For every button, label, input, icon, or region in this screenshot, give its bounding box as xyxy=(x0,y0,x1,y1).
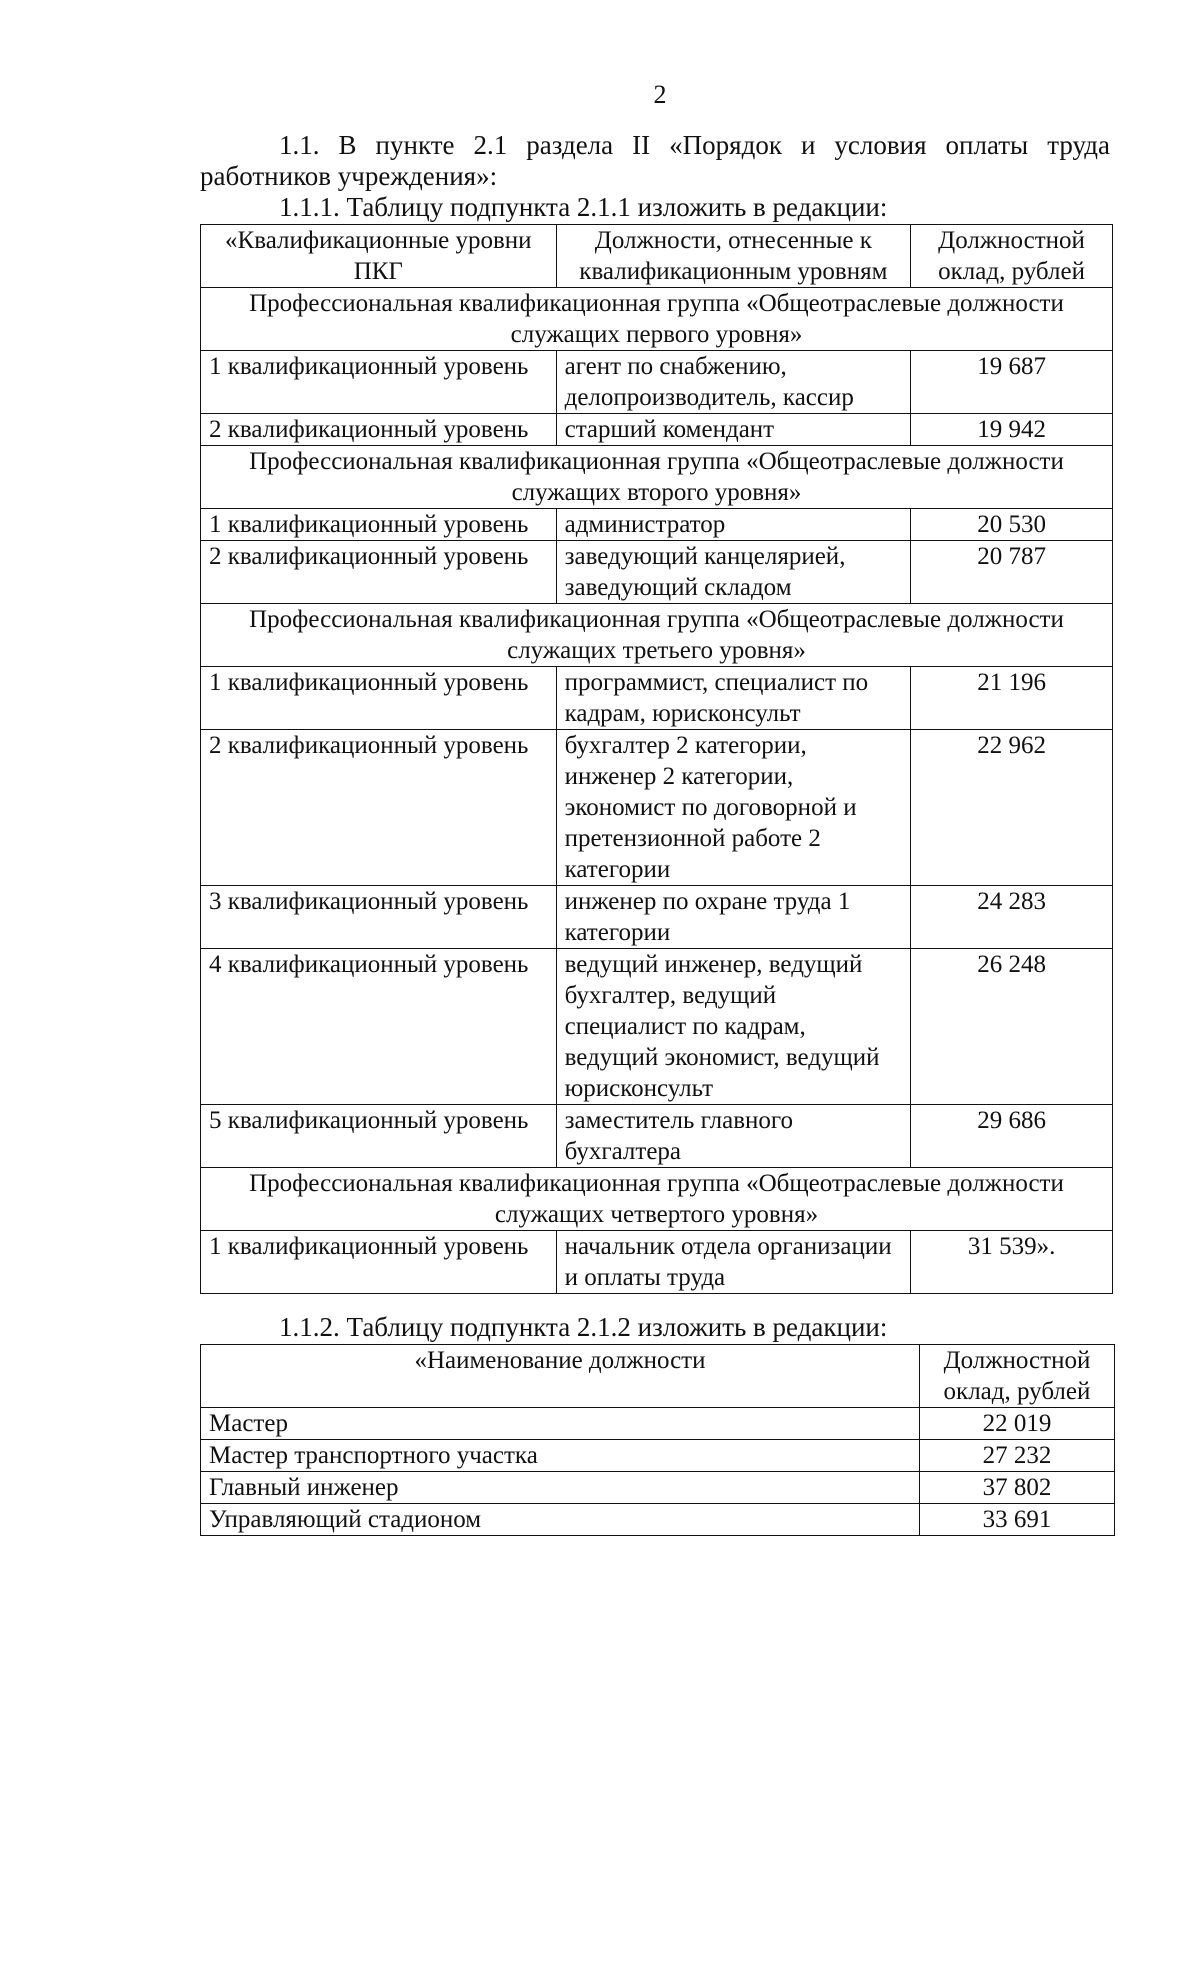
position-name-cell: Мастер транспортного участка xyxy=(201,1440,920,1472)
table-row xyxy=(201,1408,1115,1440)
paragraph-1-1-1: 1.1.1. Таблицу подпункта 2.1.1 изложить в редакции: xyxy=(279,192,888,222)
group-title: Профессиональная квалификационная группа «Общеотраслевые должности служащих второго уровня» xyxy=(201,446,1113,509)
position-name-cell: Управляющий стадионом xyxy=(201,1504,920,1536)
group-row xyxy=(201,288,1113,351)
positions-cell: бухгалтер 2 категории, инженер 2 категории, экономист по договорной и претензионной работе 2 категории xyxy=(556,730,911,886)
positions-cell: заместитель главного бухгалтера xyxy=(556,1105,911,1168)
salary-cell: 29 686 xyxy=(911,1105,1113,1168)
positions-cell: начальник отдела организации и оплаты труда xyxy=(556,1231,911,1294)
salary-cell: 37 802 xyxy=(919,1472,1114,1504)
salary-cell: 24 283 xyxy=(911,886,1113,949)
group-title: Профессиональная квалификационная группа «Общеотраслевые должности служащих третьего уровня» xyxy=(201,604,1113,667)
table-row xyxy=(201,730,1113,886)
paragraph-1-1-2: 1.1.2. Таблицу подпункта 2.1.2 изложить в редакции: xyxy=(279,1312,888,1342)
level-cell: 1 квалификационный уровень xyxy=(201,351,557,414)
header-position-name: «Наименование должности xyxy=(201,1345,920,1408)
salary-cell: 21 196 xyxy=(911,667,1113,730)
salary-cell: 19 942 xyxy=(911,414,1113,446)
table-row xyxy=(201,1472,1115,1504)
group-row xyxy=(201,1168,1113,1231)
level-cell: 3 квалификационный уровень xyxy=(201,886,557,949)
salary-cell: 19 687 xyxy=(911,351,1113,414)
positions-cell: инженер по охране труда 1 категории xyxy=(556,886,911,949)
table-header-row xyxy=(201,1345,1115,1408)
table-row xyxy=(201,351,1113,414)
table-row xyxy=(201,1231,1113,1294)
positions-salary-table xyxy=(200,1344,1115,1536)
positions-cell: администратор xyxy=(556,509,911,541)
page-number: 2 xyxy=(653,80,667,109)
level-cell: 4 квалификационный уровень xyxy=(201,949,557,1105)
salary-cell: 20 787 xyxy=(911,541,1113,604)
level-cell: 2 квалификационный уровень xyxy=(201,730,557,886)
header-levels: «Квалификационные уровни ПКГ xyxy=(201,225,557,288)
table-row xyxy=(201,886,1113,949)
header-salary: Должностной оклад, рублей xyxy=(919,1345,1114,1408)
table-row xyxy=(201,1504,1115,1536)
positions-cell: старший комендант xyxy=(556,414,911,446)
level-cell: 1 квалификационный уровень xyxy=(201,667,557,730)
table-header-row xyxy=(201,225,1113,288)
positions-cell: программист, специалист по кадрам, юрисконсульт xyxy=(556,667,911,730)
header-positions: Должности, отнесенные к квалификационным уровням xyxy=(556,225,911,288)
group-row xyxy=(201,446,1113,509)
table-row xyxy=(201,1105,1113,1168)
salary-cell: 27 232 xyxy=(919,1440,1114,1472)
header-salary: Должностной оклад, рублей xyxy=(911,225,1113,288)
level-cell: 2 квалификационный уровень xyxy=(201,541,557,604)
salary-cell: 22 019 xyxy=(919,1408,1114,1440)
table-row xyxy=(201,1440,1115,1472)
paragraph-1-1: 1.1. В пункте 2.1 раздела II «Порядок и условия оплаты труда работников учреждения»: xyxy=(200,130,1110,191)
positions-cell: заведующий канцелярией, заведующий складом xyxy=(556,541,911,604)
salary-cell: 20 530 xyxy=(911,509,1113,541)
position-name-cell: Главный инженер xyxy=(201,1472,920,1504)
positions-cell: агент по снабжению, делопроизводитель, кассир xyxy=(556,351,911,414)
group-row xyxy=(201,604,1113,667)
table-row xyxy=(201,509,1113,541)
level-cell: 1 квалификационный уровень xyxy=(201,509,557,541)
level-cell: 1 квалификационный уровень xyxy=(201,1231,557,1294)
group-title: Профессиональная квалификационная группа «Общеотраслевые должности служащих четвертого уровня» xyxy=(201,1168,1113,1231)
level-cell: 2 квалификационный уровень xyxy=(201,414,557,446)
position-name-cell: Мастер xyxy=(201,1408,920,1440)
table-row xyxy=(201,667,1113,730)
salary-cell: 22 962 xyxy=(911,730,1113,886)
salary-cell: 33 691 xyxy=(919,1504,1114,1536)
level-cell: 5 квалификационный уровень xyxy=(201,1105,557,1168)
group-title: Профессиональная квалификационная группа «Общеотраслевые должности служащих первого уровня» xyxy=(201,288,1113,351)
qualification-levels-table xyxy=(200,224,1113,1294)
table-row xyxy=(201,949,1113,1105)
table-row xyxy=(201,541,1113,604)
table-row xyxy=(201,414,1113,446)
salary-cell: 31 539». xyxy=(911,1231,1113,1294)
positions-cell: ведущий инженер, ведущий бухгалтер, ведущий специалист по кадрам, ведущий экономист, ведущий юрисконсульт xyxy=(556,949,911,1105)
salary-cell: 26 248 xyxy=(911,949,1113,1105)
